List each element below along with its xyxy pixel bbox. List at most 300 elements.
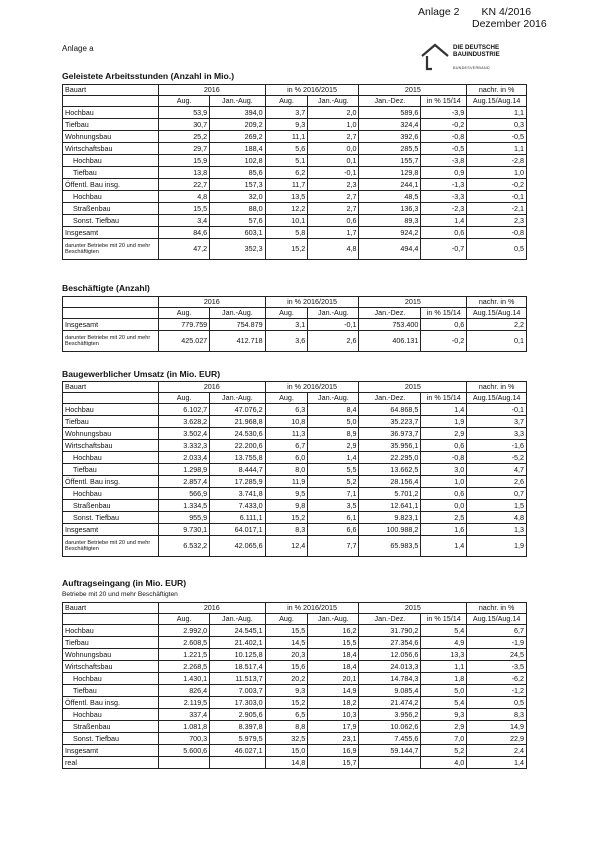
row-label: darunter Betriebe mit 20 und mehr Beschäftigten [63, 331, 159, 352]
value-cell: 65.983,5 [359, 536, 421, 557]
value-cell: -3,9 [421, 107, 467, 119]
row-label: Wirtschaftsbau [63, 143, 159, 155]
value-cell: 53,9 [159, 107, 210, 119]
subheader-cell: Aug.15/Aug.14 [467, 96, 527, 107]
subheader-cell: in % 15/14 [421, 96, 467, 107]
value-cell: 32,0 [210, 191, 265, 203]
header-year-2015: 2015 [359, 603, 467, 614]
value-cell: -0,5 [421, 143, 467, 155]
value-cell: -0,2 [421, 119, 467, 131]
header-year-2015: 2015 [359, 297, 467, 308]
table-row [63, 179, 527, 191]
value-cell: 64.017,1 [210, 524, 265, 536]
value-cell: -1,6 [467, 440, 527, 452]
value-cell: 24,5 [467, 649, 527, 661]
header-year-2016: 2016 [159, 382, 266, 393]
value-cell: 1.081,8 [159, 721, 210, 733]
value-cell: 3,7 [265, 107, 308, 119]
table-row [63, 404, 527, 416]
section-title-arbeitsstunden: Geleistete Arbeitsstunden (Anzahl in Mio.) [62, 71, 235, 81]
subheader-cell: Aug. [265, 308, 308, 319]
value-cell: 3.628,2 [159, 416, 210, 428]
value-cell: 15,5 [159, 203, 210, 215]
value-cell: 779.759 [159, 319, 210, 331]
value-cell: 3,4 [159, 215, 210, 227]
value-cell: 5,0 [421, 685, 467, 697]
value-cell: 129,8 [359, 167, 421, 179]
value-cell: -6,2 [467, 673, 527, 685]
value-cell [159, 757, 210, 769]
value-cell: 826,4 [159, 685, 210, 697]
value-cell: 11.513,7 [210, 673, 265, 685]
value-cell: 1,0 [421, 476, 467, 488]
value-cell: -0,8 [467, 227, 527, 239]
value-cell: 47,2 [159, 239, 210, 260]
bauindustrie-logo [420, 42, 528, 76]
row-label: Straßenbau [63, 500, 159, 512]
value-cell: 0,6 [421, 440, 467, 452]
value-cell: -0,1 [308, 167, 359, 179]
value-cell: 0,6 [421, 227, 467, 239]
value-cell: 5.600,6 [159, 745, 210, 757]
section-title-umsatz: Baugewerblicher Umsatz (in Mio. EUR) [62, 369, 221, 379]
value-cell: 9,3 [265, 685, 308, 697]
value-cell: 2,6 [467, 476, 527, 488]
value-cell: 5,4 [421, 697, 467, 709]
subheader-cell: Jan.-Dez. [359, 308, 421, 319]
row-label: Öffentl. Bau insg. [63, 179, 159, 191]
value-cell: 7.455,6 [359, 733, 421, 745]
value-cell: 7,0 [421, 733, 467, 745]
value-cell: 3.332,3 [159, 440, 210, 452]
table-row [63, 649, 527, 661]
value-cell: 2,7 [308, 203, 359, 215]
subheader-row [63, 96, 527, 107]
value-cell: 157,3 [210, 179, 265, 191]
subheader-cell: Jan.-Aug. [308, 393, 359, 404]
value-cell: 8,4 [308, 404, 359, 416]
value-cell: -0,1 [467, 191, 527, 203]
value-cell: 12.641,1 [359, 500, 421, 512]
value-cell: 5,2 [308, 476, 359, 488]
value-cell: 0,5 [467, 697, 527, 709]
value-cell: 7,7 [308, 536, 359, 557]
value-cell: 285,5 [359, 143, 421, 155]
table-row [63, 203, 527, 215]
value-cell: 603,1 [210, 227, 265, 239]
value-cell: 20,3 [265, 649, 308, 661]
logo-line-1: DIE DEUTSCHE [453, 44, 500, 51]
value-cell: 4,9 [421, 637, 467, 649]
header-bauart: Bauart [63, 603, 159, 614]
value-cell: 15,9 [159, 155, 210, 167]
value-cell: 22.295,0 [359, 452, 421, 464]
row-label: darunter Betriebe mit 20 und mehr Beschäftigten [63, 239, 159, 260]
value-cell: 2,9 [308, 440, 359, 452]
value-cell: 8,3 [467, 709, 527, 721]
value-cell: 2.857,4 [159, 476, 210, 488]
value-cell: 14,9 [308, 685, 359, 697]
value-cell: 0,6 [421, 488, 467, 500]
row-label: Insgesamt [63, 227, 159, 239]
subheader-blank [63, 614, 159, 625]
value-cell: 11,1 [265, 131, 308, 143]
value-cell: 1,1 [467, 107, 527, 119]
table-row [63, 167, 527, 179]
value-cell: -5,2 [467, 452, 527, 464]
header-change-pct: in % 2016/2015 [265, 85, 359, 96]
row-label: Straßenbau [63, 203, 159, 215]
document-date: Dezember 2016 [472, 18, 547, 30]
subheader-cell: Jan.-Dez. [359, 96, 421, 107]
value-cell: 0,9 [421, 167, 467, 179]
header-year-2016: 2016 [159, 85, 266, 96]
row-label: Hochbau [63, 625, 159, 637]
value-cell: 64.868,5 [359, 404, 421, 416]
value-cell: 3,1 [265, 319, 308, 331]
row-label: Hochbau [63, 155, 159, 167]
table-auftragseingang [62, 602, 527, 769]
value-cell: 10,3 [308, 709, 359, 721]
table-umsatz [62, 381, 527, 557]
value-cell: 4,8 [467, 512, 527, 524]
row-label: Hochbau [63, 191, 159, 203]
row-label: Insgesamt [63, 745, 159, 757]
value-cell: 21.474,2 [359, 697, 421, 709]
value-cell: 155,7 [359, 155, 421, 167]
table-row [63, 143, 527, 155]
value-cell: 566,9 [159, 488, 210, 500]
value-cell: 15,6 [265, 661, 308, 673]
section-title-beschaeftigte: Beschäftigte (Anzahl) [62, 283, 150, 293]
value-cell: 1,9 [467, 536, 527, 557]
value-cell: 27.354,6 [359, 637, 421, 649]
value-cell: 8,3 [265, 524, 308, 536]
value-cell: 2.608,5 [159, 637, 210, 649]
row-label: Hochbau [63, 709, 159, 721]
value-cell: 13,5 [265, 191, 308, 203]
value-cell: -0,2 [467, 179, 527, 191]
row-label: Wirtschaftsbau [63, 440, 159, 452]
total-row [63, 745, 527, 757]
value-cell: 24.530,6 [210, 428, 265, 440]
subheader-cell: in % 15/14 [421, 393, 467, 404]
value-cell: 6,0 [265, 452, 308, 464]
value-cell: 0,3 [467, 119, 527, 131]
value-cell: 2,9 [421, 721, 467, 733]
value-cell: -2,3 [421, 203, 467, 215]
value-cell: 16,9 [308, 745, 359, 757]
value-cell: 6.532,2 [159, 536, 210, 557]
value-cell: 9,3 [421, 709, 467, 721]
row-label: Tiefbau [63, 167, 159, 179]
value-cell: 5,6 [265, 143, 308, 155]
header-row [63, 603, 527, 614]
value-cell: 21.402,1 [210, 637, 265, 649]
header-change-pct: in % 2016/2015 [265, 603, 359, 614]
value-cell: 3,0 [421, 464, 467, 476]
row-label: darunter Betriebe mit 20 und mehr Beschäftigten [63, 536, 159, 557]
value-cell: 753.400 [359, 319, 421, 331]
value-cell: 1.221,5 [159, 649, 210, 661]
value-cell: 6,6 [308, 524, 359, 536]
row-label: Straßenbau [63, 721, 159, 733]
value-cell: 14,5 [265, 637, 308, 649]
value-cell: -0,7 [421, 239, 467, 260]
anlage-label: Anlage a [62, 44, 94, 53]
value-cell: 18,4 [308, 661, 359, 673]
table-row [63, 488, 527, 500]
value-cell: 1,4 [421, 215, 467, 227]
value-cell: 136,3 [359, 203, 421, 215]
value-cell: 11,9 [265, 476, 308, 488]
header-bauart: Bauart [63, 382, 159, 393]
value-cell: 15,5 [308, 637, 359, 649]
value-cell: 0,0 [308, 143, 359, 155]
value-cell: 0,1 [308, 155, 359, 167]
value-cell: 31.790,2 [359, 625, 421, 637]
value-cell: 5.979,5 [210, 733, 265, 745]
value-cell: -3,8 [421, 155, 467, 167]
value-cell: 324,4 [359, 119, 421, 131]
row-label: real [63, 757, 159, 769]
value-cell: 8,9 [308, 428, 359, 440]
total-row [63, 524, 527, 536]
value-cell: -0,1 [308, 319, 359, 331]
total-row [63, 227, 527, 239]
row-label: Tiefbau [63, 637, 159, 649]
value-cell: 23,1 [308, 733, 359, 745]
value-cell: -0,2 [421, 331, 467, 352]
value-cell: 7.003,7 [210, 685, 265, 697]
value-cell: -2,8 [467, 155, 527, 167]
value-cell: 1,3 [467, 524, 527, 536]
row-label: Tiefbau [63, 685, 159, 697]
value-cell: 2,0 [308, 107, 359, 119]
row-label: Hochbau [63, 107, 159, 119]
table-row [63, 107, 527, 119]
value-cell: 12,2 [265, 203, 308, 215]
subheader-cell: Aug.15/Aug.14 [467, 614, 527, 625]
value-cell: 35.223,7 [359, 416, 421, 428]
value-cell: 17.303,0 [210, 697, 265, 709]
value-cell: 36.973,7 [359, 428, 421, 440]
value-cell: 4,8 [308, 239, 359, 260]
value-cell: 15,2 [265, 697, 308, 709]
table-row [63, 697, 527, 709]
row-label: Sonst. Tiefbau [63, 512, 159, 524]
value-cell: 2,3 [467, 215, 527, 227]
value-cell: 85,6 [210, 167, 265, 179]
subheader-row [63, 393, 527, 404]
real-row [63, 757, 527, 769]
subheader-cell: Jan.-Aug. [308, 308, 359, 319]
value-cell [210, 757, 265, 769]
value-cell: 18,2 [308, 697, 359, 709]
subheader-cell: in % 15/14 [421, 308, 467, 319]
value-cell: 57,6 [210, 215, 265, 227]
value-cell: 392,6 [359, 131, 421, 143]
subheader-cell: Aug. [159, 308, 210, 319]
table-row [63, 440, 527, 452]
value-cell: 6,3 [265, 404, 308, 416]
value-cell: 337,4 [159, 709, 210, 721]
row-label: Insgesamt [63, 524, 159, 536]
value-cell: 269,2 [210, 131, 265, 143]
value-cell: -0,5 [467, 131, 527, 143]
table-row [63, 709, 527, 721]
table-arbeitsstunden [62, 84, 527, 260]
value-cell: -1,3 [421, 179, 467, 191]
subheader-cell: Jan.-Aug. [210, 308, 265, 319]
value-cell: 25,2 [159, 131, 210, 143]
subheader-cell: Aug. [159, 96, 210, 107]
value-cell: 12.056,6 [359, 649, 421, 661]
logo-line-2: BAUINDUSTRIE [453, 51, 500, 58]
header-row [63, 297, 527, 308]
value-cell: -3,3 [421, 191, 467, 203]
value-cell: 3,7 [467, 416, 527, 428]
value-cell: 5.701,2 [359, 488, 421, 500]
header-year-2016: 2016 [159, 297, 266, 308]
row-label: Hochbau [63, 452, 159, 464]
value-cell: 2.905,6 [210, 709, 265, 721]
value-cell: 1,9 [421, 416, 467, 428]
subheader-cell: in % 15/14 [421, 614, 467, 625]
value-cell: 59.144,7 [359, 745, 421, 757]
value-cell: -1,2 [467, 685, 527, 697]
header-nachr: nachr. in % [467, 603, 527, 614]
subheader-blank [63, 96, 159, 107]
value-cell: 0,6 [421, 319, 467, 331]
table-row [63, 500, 527, 512]
table-row [63, 685, 527, 697]
value-cell: 15,0 [265, 745, 308, 757]
value-cell: 13.755,8 [210, 452, 265, 464]
value-cell: 15,2 [265, 512, 308, 524]
row-label: Sonst. Tiefbau [63, 733, 159, 745]
value-cell: 1,4 [421, 404, 467, 416]
value-cell: 494,4 [359, 239, 421, 260]
row-label: Hochbau [63, 488, 159, 500]
table-row [63, 155, 527, 167]
value-cell: 20,2 [265, 673, 308, 685]
value-cell: 1,5 [467, 500, 527, 512]
value-cell: 84,6 [159, 227, 210, 239]
value-cell: 18,4 [308, 649, 359, 661]
header-year-2016: 2016 [159, 603, 266, 614]
value-cell: 6,7 [265, 440, 308, 452]
table-row [63, 661, 527, 673]
value-cell: 102,8 [210, 155, 265, 167]
subheader-cell: Jan.-Aug. [308, 96, 359, 107]
value-cell: 14,8 [265, 757, 308, 769]
table-beschaeftigte [62, 296, 527, 352]
subheader-cell: Aug. [159, 393, 210, 404]
header-row [63, 382, 527, 393]
value-cell: 46.027,1 [210, 745, 265, 757]
section-subtitle-auftragseingang: Betriebe mit 20 und mehr Beschäftigten [62, 591, 178, 598]
value-cell: 48,5 [359, 191, 421, 203]
value-cell: 0,1 [467, 331, 527, 352]
table-row [63, 416, 527, 428]
sub-row [63, 239, 527, 260]
value-cell: 24.013,3 [359, 661, 421, 673]
value-cell: 0,5 [467, 239, 527, 260]
value-cell: 1,0 [308, 119, 359, 131]
value-cell: 924,2 [359, 227, 421, 239]
value-cell: 14,9 [467, 721, 527, 733]
value-cell: 15,2 [265, 239, 308, 260]
subheader-cell: Aug. [265, 96, 308, 107]
kn-number: KN 4/2016 [481, 6, 532, 18]
value-cell: 13,3 [421, 649, 467, 661]
table-row [63, 119, 527, 131]
value-cell: 22,9 [467, 733, 527, 745]
value-cell: 6.111,1 [210, 512, 265, 524]
value-cell: 10,8 [265, 416, 308, 428]
value-cell: 0,7 [467, 488, 527, 500]
value-cell: 2.033,4 [159, 452, 210, 464]
value-cell: -1,9 [467, 637, 527, 649]
subheader-cell: Aug.15/Aug.14 [467, 308, 527, 319]
value-cell: 1.298,9 [159, 464, 210, 476]
sub-row [63, 331, 527, 352]
value-cell: 13,8 [159, 167, 210, 179]
value-cell: 188,4 [210, 143, 265, 155]
row-label: Tiefbau [63, 119, 159, 131]
value-cell: 42.065,6 [210, 536, 265, 557]
value-cell: 7,1 [308, 488, 359, 500]
value-cell: 6,2 [265, 167, 308, 179]
value-cell: 6,5 [265, 709, 308, 721]
value-cell: 32,5 [265, 733, 308, 745]
value-cell: 12,4 [265, 536, 308, 557]
value-cell: 88,0 [210, 203, 265, 215]
table-row [63, 464, 527, 476]
value-cell: -0,8 [421, 452, 467, 464]
value-cell: 6,7 [467, 625, 527, 637]
header-change-pct: in % 2016/2015 [265, 297, 359, 308]
value-cell: -2,1 [467, 203, 527, 215]
value-cell: 2,7 [308, 131, 359, 143]
value-cell: 24.545,1 [210, 625, 265, 637]
value-cell: 2,7 [308, 191, 359, 203]
header-nachr: nachr. in % [467, 85, 527, 96]
value-cell: 100.988,2 [359, 524, 421, 536]
value-cell: 15,7 [308, 757, 359, 769]
value-cell: 22.200,6 [210, 440, 265, 452]
value-cell: 1,7 [308, 227, 359, 239]
value-cell: 28.156,4 [359, 476, 421, 488]
row-label: Tiefbau [63, 464, 159, 476]
value-cell: 30,7 [159, 119, 210, 131]
value-cell: 22,7 [159, 179, 210, 191]
value-cell: 1,4 [421, 536, 467, 557]
value-cell: 11,3 [265, 428, 308, 440]
value-cell: 412.718 [210, 331, 265, 352]
subheader-row [63, 614, 527, 625]
value-cell: 9,3 [265, 119, 308, 131]
row-label: Tiefbau [63, 416, 159, 428]
value-cell: -0,1 [467, 404, 527, 416]
value-cell: 2,6 [308, 331, 359, 352]
value-cell: 5,2 [421, 745, 467, 757]
value-cell: 9,8 [265, 500, 308, 512]
value-cell: 5,8 [265, 227, 308, 239]
value-cell: 2.119,5 [159, 697, 210, 709]
table-row [63, 637, 527, 649]
